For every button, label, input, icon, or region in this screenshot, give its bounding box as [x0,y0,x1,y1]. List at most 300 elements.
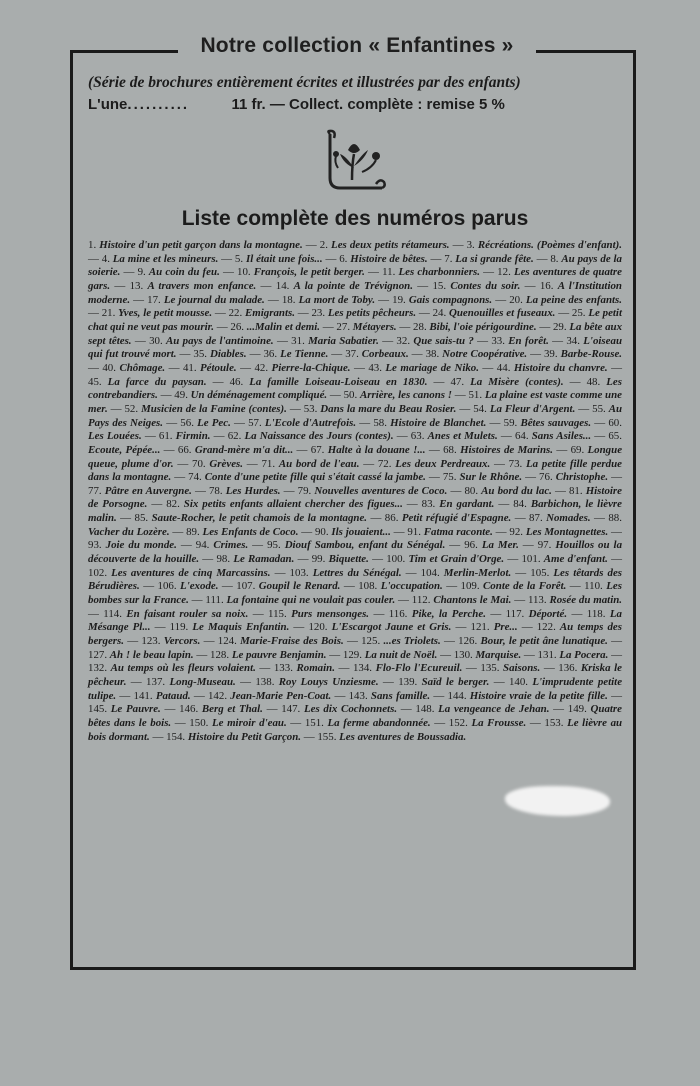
issue-title: Jean-Marie Pen-Coat. [230,689,332,702]
issue-number: 117. [505,607,529,620]
price-label: L'une [88,96,128,113]
issue-title: Goupil le Renard. [258,580,341,593]
issue-title: Saisons. [503,662,541,675]
issue-title: Vercors. [163,635,201,648]
issue-number: 115. [268,607,292,620]
issue-title: La mort de Toby. [298,293,376,306]
list-item [298,485,448,497]
issue-title: Au coin du feu. [148,266,220,279]
issue-number: 55. [592,402,609,415]
issue-number: 125. [361,635,384,648]
issue-title: Ecoute, Pépée... [88,443,161,456]
list-item [509,294,622,306]
issue-number: 36. [263,348,281,361]
issue-title: Marquise. [475,648,522,661]
issue-number: 120. [308,621,332,634]
issue-title: Quenouilles et fuseaux. [449,307,556,320]
issue-title: Contes du soir. [450,279,521,292]
list-item [361,635,441,647]
issue-title: Histoire du chanvre. [513,361,608,374]
issue-number: 23. [311,307,328,320]
issue-title: Ah ! le beau lapin. [109,648,194,661]
issue-number: 134. [352,662,376,675]
issue-number: 106. [157,580,181,593]
issue-number: 91. [407,525,424,538]
list-item [480,662,540,674]
list-item [339,253,427,265]
issue-number: 127. [88,648,110,661]
issue-title: Yves, le petit mousse. [118,307,213,320]
issue-title: Les deux petits rétameurs. [331,239,450,251]
issue-number: 116. [388,607,412,620]
issue-title: ...Malin et demi. [246,320,321,333]
list-item [320,239,450,251]
issue-title: Barbichon, le lièvre malin. [88,498,622,525]
issue-number: 52. [124,402,142,415]
issue-title: A travers mon enfance. [147,279,257,292]
issue-number: 37. [345,348,362,361]
list-item [141,635,200,647]
issue-number: 137. [146,676,170,688]
list-item [426,348,528,360]
list-heading: Liste complète des numéros parus [181,207,529,230]
list-item [344,389,452,401]
issue-number: 114. [103,607,127,620]
list-item [282,294,375,306]
issue-number: 122. [536,621,560,634]
issue-number: 2. [319,239,332,251]
list-item [192,458,243,470]
list-item [88,649,194,661]
list-item [196,539,248,551]
issue-number: 40. [102,361,120,374]
issue-title: Le Pec. [197,416,231,429]
issue-title: La si grande fête. [455,252,534,265]
issue-title: Bêtes sauvages. [520,416,592,429]
issue-number: 5. [234,252,246,265]
issue-title: L'exode. [180,580,219,593]
issue-number: 132. [88,662,111,675]
issue-number: 58. [373,416,391,429]
list-item [358,580,443,592]
issue-title: Le Pauvre. [110,703,161,716]
issue-number: 112. [411,594,434,607]
issue-number: 8. [550,252,562,265]
list-item [467,239,622,251]
issue-number: 72. [377,457,396,470]
issue-title: Les têtards des Bérudières. [88,566,623,593]
issue-title: La Pocera. [559,648,609,661]
issue-number: 153. [544,716,568,729]
issue-title: ...es Triolets. [383,635,441,648]
issue-title: Six petits enfants allaient chercher des figues... [183,498,403,511]
list-item [186,526,298,538]
list-item [509,526,608,538]
issue-number: 11. [382,266,399,279]
list-item [521,553,607,565]
list-item [188,471,426,483]
issue-title: Barbe-Rouse. [560,348,623,361]
list-item [382,266,480,278]
issue-number: 16. [539,279,558,292]
issue-title: Les charbonniers. [398,266,480,279]
list-item [538,649,609,661]
issue-title: Merlin-Merlot. [443,566,512,579]
list-item [345,348,409,360]
list-item [458,635,608,647]
issue-number: 151. [304,716,328,729]
issue-title: Les petits pêcheurs. [327,307,417,320]
issue-number: 123. [141,635,164,648]
list-item [88,485,192,497]
list-item [228,430,394,442]
issue-number: 142. [207,689,231,702]
issue-number: 26. [230,320,247,333]
list-item [103,608,248,620]
list-item [443,471,522,483]
issue-title: Le Maquis Enfantin. [192,621,290,634]
issue-title: Au temps des bergers. [88,621,623,648]
issue-title: La Fleur d'Argent. [489,402,576,415]
list-item [412,594,512,606]
issue-number: 108. [358,580,381,593]
list-item [166,731,301,743]
list-item [343,649,437,661]
issue-number: 143. [348,689,371,702]
issue-number: 3. [466,239,478,251]
issue-title: Pataud. [155,689,191,702]
list-item [464,539,519,551]
issue-title: Histoire du Petit Garçon. [187,730,302,743]
issue-title: Pâtre en Auvergne. [104,484,192,497]
list-item [497,362,608,374]
issue-number: 131. [537,648,560,661]
issue-number: 77. [88,484,105,497]
issue-number: 102. [88,566,112,579]
issue-number: 90. [314,525,332,538]
issue-number: 146. [179,703,202,716]
issue-number: 31. [291,334,309,347]
issue-title: Les Montagnettes. [525,525,609,538]
issue-number: 147. [281,703,304,716]
issue-title: Nomades. [546,512,591,525]
list-item [308,621,451,633]
issue-number: 80. [464,484,482,497]
issue-number: 75. [442,471,460,484]
issue-title: Biquette. [328,553,369,566]
issue-title: Histoire de Porsogne. [88,484,622,511]
issue-number: 22. [228,307,245,320]
list-item [230,376,428,388]
issue-number: 47. [450,375,471,388]
issue-title: Pétoule. [200,361,237,374]
issue-number: 71. [261,457,279,470]
issue-title: Christophe. [555,471,609,484]
issue-number: 70. [192,457,210,470]
issue-title: La Naissance des Jours (contes). [244,430,394,443]
list-item [378,458,490,470]
list-item [267,539,445,551]
issue-number: 124. [217,635,241,648]
issue-title: Sans Asiles... [531,430,592,443]
issue-title: Fatma raconte. [423,525,493,538]
issue-number: 79. [297,484,315,497]
issue-title: Pierre-la-Chique. [271,361,351,374]
list-item [179,703,263,715]
issue-number: 136. [558,662,581,675]
list-item [218,635,344,647]
issue-title: En faisant rouler sa noix. [126,607,249,620]
list-item [193,348,246,360]
list-item [396,335,473,347]
issue-number: 56. [180,416,198,429]
issue-number: 83. [421,498,440,511]
issue-title: Au bord du lac. [481,484,552,497]
issue-title: Les Enfants de Coco. [202,525,299,538]
issue-title: François, le petit berger. [253,266,365,279]
list-item [88,703,161,715]
list-item [449,717,526,729]
issue-title: Les aventures de quatre gars. [88,266,623,292]
issue-number: 89. [186,525,203,538]
list-item [189,717,286,729]
issue-title: Vacher du Lozère. [88,525,170,538]
issue-number: 88. [608,512,622,525]
list-item [205,594,395,606]
list-item [291,335,379,347]
issue-number: 63. [410,430,428,443]
list-item [124,403,286,415]
issue-number: 42. [254,361,272,374]
list-item [254,362,350,374]
issue-number: 14. [275,279,294,292]
list-item [146,676,236,688]
issue-title: Au Pays des Neiges. [88,402,623,429]
issue-title: Le mariage de Niko. [385,361,479,374]
issue-title: Lettres du Sénégal. [312,566,402,579]
issue-title: L'Ecole d'Autrefois. [264,416,357,429]
issue-title: Corbeaux. [361,348,409,361]
issue-number: 49. [174,389,191,402]
issue-title: Arrière, les canons ! [359,389,453,402]
issue-title: Au bord de l'eau. [278,457,360,470]
issue-title: L'imprudente petite tulipe. [88,676,623,702]
issue-number: 74. [188,471,205,484]
issue-title: Maria Sabatier. [308,334,379,347]
issue-number: 109. [460,580,484,593]
issue-title: Emigrants. [245,307,295,320]
issue-number: 53. [303,402,321,415]
issue-number: 113. [527,594,550,607]
list-item [504,417,591,429]
list-item [407,526,493,538]
issue-title: Tim et Grain d'Orge. [408,553,505,566]
issue-number: 126. [458,635,481,648]
list-item [159,430,211,442]
issue-number: 76. [539,471,556,484]
list-item [149,335,274,347]
list-item [210,649,327,661]
issue-number: 110. [584,580,607,593]
issue-number: 20. [509,293,526,306]
list-item [349,690,431,702]
issue-title: Berg et Thal. [201,703,263,716]
issue-title: Sur le Rhône. [459,471,523,484]
issue-number: 28. [413,320,430,333]
issue-number: 154. [166,730,188,743]
issue-number: 35. [193,348,210,361]
issue-number: 100. [386,553,409,566]
issue-number: 111. [205,594,227,607]
issue-number: 82. [166,498,184,511]
list-item [515,430,591,442]
list-item [528,594,622,606]
issue-title: Le petit chat qui ne veut pas mourir. [88,307,622,333]
issue-title: Long-Museau. [169,676,236,688]
issue-number: 50. [343,389,360,402]
issue-number: 24. [432,307,450,320]
issue-title: L'oiseau qui fut trouvé mort. [88,334,623,361]
issue-title: Histoires de Marins. [460,443,553,456]
list-item [471,621,518,633]
issue-title: Anes et Mulets. [427,430,498,443]
issue-title: Les Hurdes. [225,484,281,497]
issue-number: 104. [420,566,444,579]
issue-title: La nuit de Noël. [364,648,438,661]
list-item [411,430,498,442]
list-item [422,498,495,510]
list-item [102,362,165,374]
issue-number: 38. [425,348,443,361]
list-item [385,512,511,524]
issue-title: L'occupation. [380,580,443,593]
list-item [461,580,567,592]
list-item [230,321,320,333]
list-item [130,280,257,292]
list-item [398,676,489,688]
issue-number: 95. [267,539,285,552]
list-item [421,567,512,579]
list-item [88,239,303,251]
issue-title: Les Louées. [88,430,142,443]
issue-number: 45. [88,375,108,388]
list-item [305,717,431,729]
issue-number: 149. [567,703,591,716]
list-item [304,403,457,415]
issue-title: La Mer. [481,539,519,552]
list-item [311,444,426,456]
issue-number: 15. [432,279,451,292]
issue-number: 107. [236,580,259,593]
issue-title: Les contrebandiers. [88,375,622,402]
issue-title: Bour, le petit âne lunatique. [480,635,608,648]
floral-ornament-icon [322,128,388,192]
list-item [315,526,391,538]
list-item [353,662,462,674]
issue-number: 10. [237,266,254,279]
issue-number: 96. [464,539,482,552]
list-item [368,362,479,374]
list-item [276,280,413,292]
issue-number: 46. [229,375,250,388]
issue-title: Le lièvre au bois dormant. [88,716,623,743]
list-item [454,649,522,661]
issue-title: Un déménagement compliqué. [190,389,328,402]
issue-title: Le pauvre Benjamin. [231,648,327,661]
issue-title: En gardant. [439,498,495,511]
list-item [473,403,575,415]
issue-title: Bibi, l'oie périgourdine. [429,320,537,333]
issue-title: Ils jouaient... [331,525,391,538]
issue-title: Diables. [210,348,247,361]
list-item [444,253,533,265]
issue-number: 19. [392,293,409,306]
list-item [317,731,466,743]
list-item [506,608,567,620]
issue-title: Notre Coopérative. [442,348,528,361]
issue-number: 21. [101,307,119,320]
issue-number: 85. [134,512,152,525]
issue-title: Quatre bêtes dans le bois. [88,703,622,729]
issue-number: 140. [508,676,533,688]
issue-number: 86. [384,512,402,525]
list-item [290,567,402,579]
issue-number: 30. [149,334,166,347]
list-item [311,307,416,319]
issue-number: 78. [208,484,226,497]
list-item [248,417,356,429]
issue-title: Le miroir d'eau. [211,716,287,729]
issue-title: Marie-Fraise des Bois. [240,635,344,648]
issue-title: Firmin. [175,430,211,443]
issue-number: 32. [396,334,414,347]
issue-number: 25. [571,307,589,320]
issue-title: Le Ramadan. [233,553,295,566]
list-item [237,266,365,278]
issue-title: Pre... [493,621,518,634]
issue-title: La plaine est vaste comme une mer. [88,389,622,415]
list-item [491,335,548,347]
issue-title: Les bombes sur la France. [88,580,622,607]
issue-title: Musicien de la Famine (contes). [141,402,287,415]
issue-title: La bête aux sept têtes. [88,320,623,347]
issue-title: Romain. [296,662,335,675]
issue-number: 98. [216,553,234,566]
issue-title: Saute-Rocher, le petit chamois de la montagne. [151,512,368,525]
issue-number: 60. [608,416,622,429]
list-item [389,608,486,620]
issue-title: Petit réfugié d'Espagne. [401,512,512,525]
issue-title: Kriska le pêcheur. [88,662,622,688]
issue-number: 67. [310,443,328,456]
issue-title: Récréations. (Poèmes d'enfant). [477,239,622,251]
list-item [180,417,231,429]
issue-number: 105. [530,566,554,579]
list-item [433,307,556,319]
issue-number: 13. [129,279,148,292]
issue-number: 9. [137,266,149,279]
price-line [88,96,620,113]
issue-number: 73. [508,457,527,470]
issue-title: Chantons le Mai. [433,594,512,607]
issue-title: Histoire de bêtes. [350,252,428,265]
list-item [464,485,551,497]
issue-title: A la pointe de Trévignon. [293,279,413,292]
issue-number: 99. [311,553,329,566]
list-item [392,294,492,306]
price-value: 11 fr. [231,96,266,113]
list-item [209,485,281,497]
